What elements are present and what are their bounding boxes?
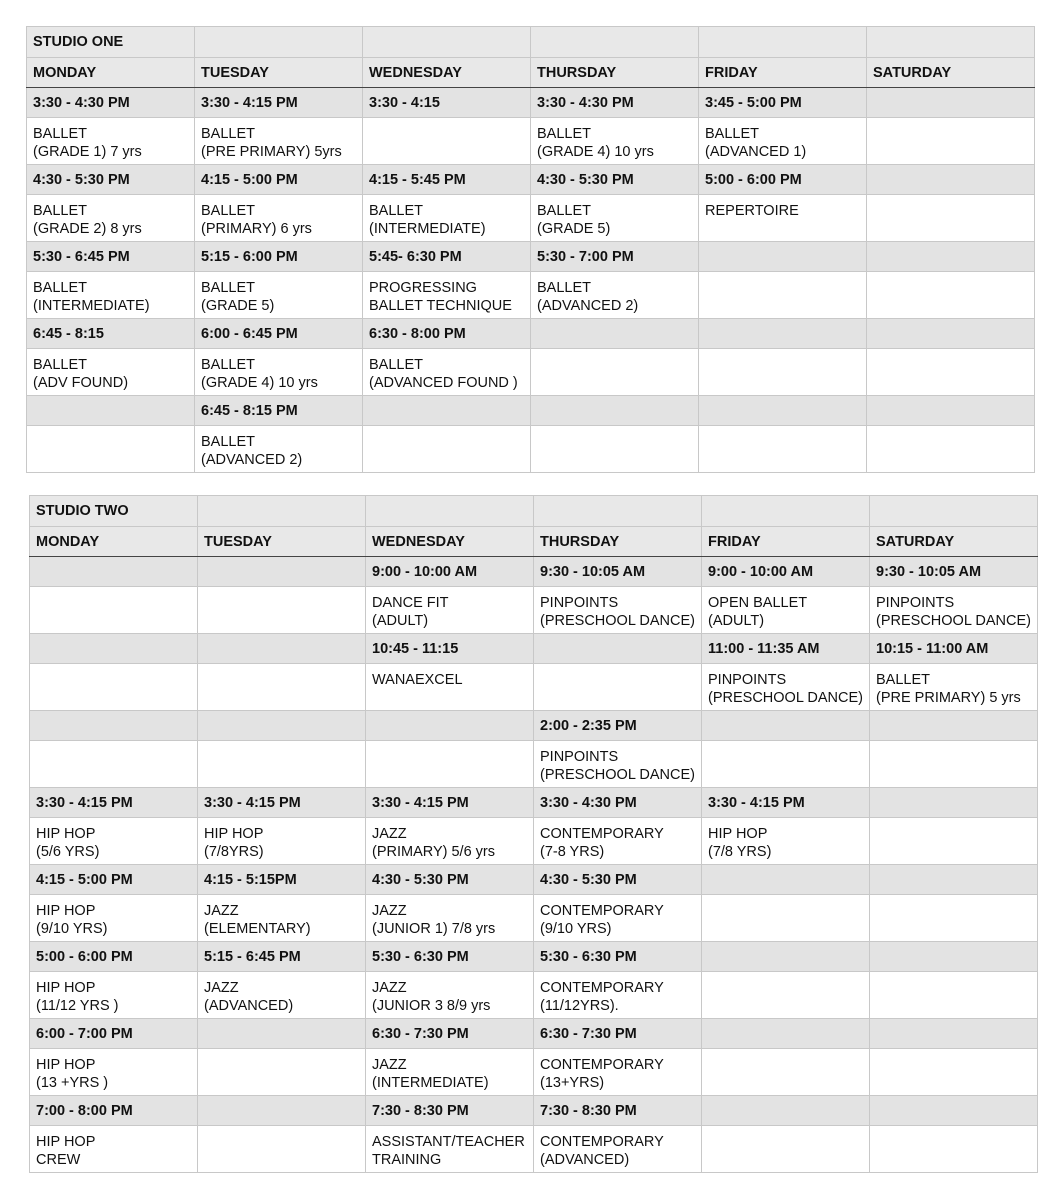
time-slot-monday: 6:45 - 8:15 <box>27 319 195 349</box>
time-slot-tuesday <box>198 557 366 587</box>
day-header-row <box>27 58 1035 88</box>
day-header-wednesday: WEDNESDAY <box>363 58 531 88</box>
class-name-friday <box>702 741 870 788</box>
time-slot-friday <box>702 1096 870 1126</box>
class-name-thursday: BALLET (GRADE 5) <box>531 195 699 242</box>
class-row <box>30 741 1038 788</box>
time-slot-tuesday: 3:30 - 4:15 PM <box>198 788 366 818</box>
time-row <box>30 788 1038 818</box>
class-name-monday: BALLET (INTERMEDIATE) <box>27 272 195 319</box>
time-slot-wednesday: 3:30 - 4:15 <box>363 88 531 118</box>
day-header-saturday: SATURDAY <box>867 58 1035 88</box>
time-slot-monday <box>30 634 198 664</box>
time-slot-saturday <box>867 88 1035 118</box>
class-name-monday: BALLET (ADV FOUND) <box>27 349 195 396</box>
time-slot-wednesday: 6:30 - 7:30 PM <box>366 1019 534 1049</box>
time-slot-wednesday <box>363 396 531 426</box>
time-slot-saturday <box>870 711 1038 741</box>
time-slot-saturday <box>870 942 1038 972</box>
class-name-wednesday <box>363 118 531 165</box>
time-slot-monday: 5:00 - 6:00 PM <box>30 942 198 972</box>
time-row <box>27 319 1035 349</box>
time-slot-tuesday <box>198 711 366 741</box>
class-name-saturday <box>870 741 1038 788</box>
class-name-monday: HIP HOP (11/12 YRS ) <box>30 972 198 1019</box>
time-slot-monday <box>27 396 195 426</box>
class-name-friday: OPEN BALLET (ADULT) <box>702 587 870 634</box>
time-slot-wednesday: 10:45 - 11:15 <box>366 634 534 664</box>
class-name-monday: BALLET (GRADE 1) 7 yrs <box>27 118 195 165</box>
time-slot-monday: 5:30 - 6:45 PM <box>27 242 195 272</box>
title-row-empty-cell <box>366 496 534 527</box>
time-slot-saturday: 10:15 - 11:00 AM <box>870 634 1038 664</box>
class-name-monday: HIP HOP (5/6 YRS) <box>30 818 198 865</box>
time-slot-wednesday: 4:30 - 5:30 PM <box>366 865 534 895</box>
time-slot-thursday: 7:30 - 8:30 PM <box>534 1096 702 1126</box>
time-slot-friday <box>699 396 867 426</box>
time-slot-saturday: 9:30 - 10:05 AM <box>870 557 1038 587</box>
time-slot-thursday: 6:30 - 7:30 PM <box>534 1019 702 1049</box>
class-name-saturday <box>870 1126 1038 1173</box>
class-name-saturday <box>867 195 1035 242</box>
class-name-tuesday: JAZZ (ADVANCED) <box>198 972 366 1019</box>
class-name-friday <box>699 349 867 396</box>
title-row-empty-cell <box>363 27 531 58</box>
time-slot-friday: 5:00 - 6:00 PM <box>699 165 867 195</box>
class-row <box>27 118 1035 165</box>
time-row <box>30 942 1038 972</box>
day-header-monday: MONDAY <box>30 527 198 557</box>
time-slot-thursday: 4:30 - 5:30 PM <box>531 165 699 195</box>
class-name-tuesday: BALLET (PRE PRIMARY) 5yrs <box>195 118 363 165</box>
time-slot-monday: 4:30 - 5:30 PM <box>27 165 195 195</box>
time-slot-thursday: 5:30 - 7:00 PM <box>531 242 699 272</box>
time-slot-tuesday: 3:30 - 4:15 PM <box>195 88 363 118</box>
time-slot-saturday <box>870 788 1038 818</box>
class-name-monday: HIP HOP (9/10 YRS) <box>30 895 198 942</box>
studio-title: STUDIO ONE <box>27 27 195 58</box>
time-slot-friday <box>702 865 870 895</box>
time-slot-friday <box>702 1019 870 1049</box>
time-row <box>27 88 1035 118</box>
time-slot-thursday: 2:00 - 2:35 PM <box>534 711 702 741</box>
title-row-empty-cell <box>534 496 702 527</box>
title-row-empty-cell <box>870 496 1038 527</box>
time-slot-monday: 3:30 - 4:15 PM <box>30 788 198 818</box>
class-name-monday: HIP HOP CREW <box>30 1126 198 1173</box>
class-name-tuesday <box>198 1049 366 1096</box>
time-slot-friday <box>702 711 870 741</box>
class-row <box>30 818 1038 865</box>
time-row <box>30 1019 1038 1049</box>
time-row <box>30 865 1038 895</box>
class-row <box>27 349 1035 396</box>
time-slot-friday <box>699 242 867 272</box>
time-slot-saturday <box>867 165 1035 195</box>
class-name-friday <box>702 972 870 1019</box>
class-name-friday: BALLET (ADVANCED 1) <box>699 118 867 165</box>
class-name-thursday <box>531 349 699 396</box>
class-name-wednesday: PROGRESSING BALLET TECHNIQUE <box>363 272 531 319</box>
class-row <box>30 664 1038 711</box>
time-slot-wednesday: 4:15 - 5:45 PM <box>363 165 531 195</box>
title-row-empty-cell <box>699 27 867 58</box>
class-name-saturday <box>867 272 1035 319</box>
class-name-saturday <box>870 1049 1038 1096</box>
time-slot-monday: 4:15 - 5:00 PM <box>30 865 198 895</box>
studio-title-row <box>30 496 1038 527</box>
time-slot-saturday <box>867 242 1035 272</box>
time-row <box>30 1096 1038 1126</box>
class-name-saturday <box>870 895 1038 942</box>
class-name-wednesday: BALLET (ADVANCED FOUND ) <box>363 349 531 396</box>
time-slot-thursday: 4:30 - 5:30 PM <box>534 865 702 895</box>
time-slot-friday <box>699 319 867 349</box>
class-name-friday: HIP HOP (7/8 YRS) <box>702 818 870 865</box>
title-row-empty-cell <box>198 496 366 527</box>
day-header-wednesday: WEDNESDAY <box>366 527 534 557</box>
time-row <box>30 711 1038 741</box>
class-name-thursday <box>531 426 699 473</box>
class-name-friday <box>702 1049 870 1096</box>
class-name-thursday: BALLET (ADVANCED 2) <box>531 272 699 319</box>
studio-one-timetable <box>26 26 1035 473</box>
time-slot-wednesday: 5:45- 6:30 PM <box>363 242 531 272</box>
class-name-tuesday: JAZZ (ELEMENTARY) <box>198 895 366 942</box>
time-slot-saturday <box>870 865 1038 895</box>
time-slot-tuesday <box>198 1096 366 1126</box>
class-row <box>30 587 1038 634</box>
class-name-thursday: CONTEMPORARY (9/10 YRS) <box>534 895 702 942</box>
day-header-thursday: THURSDAY <box>534 527 702 557</box>
time-slot-saturday <box>870 1019 1038 1049</box>
time-slot-tuesday <box>198 1019 366 1049</box>
class-name-saturday: BALLET (PRE PRIMARY) 5 yrs <box>870 664 1038 711</box>
time-row <box>27 242 1035 272</box>
class-name-wednesday: JAZZ (PRIMARY) 5/6 yrs <box>366 818 534 865</box>
class-row <box>30 1049 1038 1096</box>
title-row-empty-cell <box>867 27 1035 58</box>
time-slot-tuesday: 5:15 - 6:00 PM <box>195 242 363 272</box>
class-name-tuesday: BALLET (GRADE 4) 10 yrs <box>195 349 363 396</box>
time-row <box>30 557 1038 587</box>
class-name-saturday <box>870 972 1038 1019</box>
time-row <box>27 396 1035 426</box>
time-slot-friday: 3:30 - 4:15 PM <box>702 788 870 818</box>
time-slot-saturday <box>867 396 1035 426</box>
class-name-monday <box>27 426 195 473</box>
class-name-friday <box>699 426 867 473</box>
title-row-empty-cell <box>531 27 699 58</box>
class-name-tuesday <box>198 587 366 634</box>
class-name-thursday: BALLET (GRADE 4) 10 yrs <box>531 118 699 165</box>
time-slot-thursday: 9:30 - 10:05 AM <box>534 557 702 587</box>
class-name-monday <box>30 587 198 634</box>
class-name-wednesday <box>366 741 534 788</box>
class-name-wednesday <box>363 426 531 473</box>
class-name-thursday: PINPOINTS (PRESCHOOL DANCE) <box>534 587 702 634</box>
class-name-monday: HIP HOP (13 +YRS ) <box>30 1049 198 1096</box>
class-name-wednesday: DANCE FIT (ADULT) <box>366 587 534 634</box>
time-slot-thursday <box>531 319 699 349</box>
class-row <box>27 426 1035 473</box>
time-slot-thursday: 3:30 - 4:30 PM <box>534 788 702 818</box>
day-header-tuesday: TUESDAY <box>195 58 363 88</box>
time-slot-tuesday: 5:15 - 6:45 PM <box>198 942 366 972</box>
time-slot-monday: 7:00 - 8:00 PM <box>30 1096 198 1126</box>
time-slot-friday: 9:00 - 10:00 AM <box>702 557 870 587</box>
time-slot-friday: 11:00 - 11:35 AM <box>702 634 870 664</box>
title-row-empty-cell <box>195 27 363 58</box>
class-name-saturday <box>870 818 1038 865</box>
studio-title: STUDIO TWO <box>30 496 198 527</box>
class-name-wednesday: JAZZ (JUNIOR 1) 7/8 yrs <box>366 895 534 942</box>
title-row-empty-cell <box>702 496 870 527</box>
class-name-thursday <box>534 664 702 711</box>
day-header-saturday: SATURDAY <box>870 527 1038 557</box>
day-header-friday: FRIDAY <box>702 527 870 557</box>
day-header-row <box>30 527 1038 557</box>
time-row <box>27 165 1035 195</box>
time-slot-thursday <box>531 396 699 426</box>
class-name-tuesday: BALLET (ADVANCED 2) <box>195 426 363 473</box>
class-name-tuesday: HIP HOP (7/8YRS) <box>198 818 366 865</box>
class-row <box>27 195 1035 242</box>
class-name-thursday: PINPOINTS (PRESCHOOL DANCE) <box>534 741 702 788</box>
class-name-monday <box>30 664 198 711</box>
class-name-friday <box>702 1126 870 1173</box>
time-slot-friday <box>702 942 870 972</box>
day-header-monday: MONDAY <box>27 58 195 88</box>
time-slot-tuesday <box>198 634 366 664</box>
class-name-tuesday: BALLET (PRIMARY) 6 yrs <box>195 195 363 242</box>
class-name-wednesday: ASSISTANT/TEACHER TRAINING <box>366 1126 534 1173</box>
studio-two-timetable <box>29 495 1038 1173</box>
time-slot-monday: 3:30 - 4:30 PM <box>27 88 195 118</box>
class-name-saturday: PINPOINTS (PRESCHOOL DANCE) <box>870 587 1038 634</box>
class-row <box>27 272 1035 319</box>
time-slot-tuesday: 6:45 - 8:15 PM <box>195 396 363 426</box>
class-name-monday <box>30 741 198 788</box>
time-slot-thursday: 3:30 - 4:30 PM <box>531 88 699 118</box>
class-name-thursday: CONTEMPORARY (13+YRS) <box>534 1049 702 1096</box>
time-slot-tuesday: 4:15 - 5:00 PM <box>195 165 363 195</box>
time-slot-friday: 3:45 - 5:00 PM <box>699 88 867 118</box>
time-slot-monday <box>30 557 198 587</box>
class-row <box>30 895 1038 942</box>
class-name-tuesday: BALLET (GRADE 5) <box>195 272 363 319</box>
time-slot-monday: 6:00 - 7:00 PM <box>30 1019 198 1049</box>
class-name-tuesday <box>198 1126 366 1173</box>
class-name-friday <box>702 895 870 942</box>
class-name-tuesday <box>198 664 366 711</box>
time-slot-tuesday: 4:15 - 5:15PM <box>198 865 366 895</box>
class-name-friday: REPERTOIRE <box>699 195 867 242</box>
time-slot-wednesday: 9:00 - 10:00 AM <box>366 557 534 587</box>
class-name-tuesday <box>198 741 366 788</box>
studio-title-row <box>27 27 1035 58</box>
class-name-saturday <box>867 349 1035 396</box>
time-slot-wednesday: 7:30 - 8:30 PM <box>366 1096 534 1126</box>
class-name-wednesday: JAZZ (JUNIOR 3 8/9 yrs <box>366 972 534 1019</box>
day-header-friday: FRIDAY <box>699 58 867 88</box>
time-slot-wednesday <box>366 711 534 741</box>
class-name-thursday: CONTEMPORARY (7-8 YRS) <box>534 818 702 865</box>
time-row <box>30 634 1038 664</box>
day-header-thursday: THURSDAY <box>531 58 699 88</box>
class-name-wednesday: BALLET (INTERMEDIATE) <box>363 195 531 242</box>
class-name-monday: BALLET (GRADE 2) 8 yrs <box>27 195 195 242</box>
class-name-saturday <box>867 426 1035 473</box>
time-slot-saturday <box>867 319 1035 349</box>
time-slot-thursday <box>534 634 702 664</box>
time-slot-saturday <box>870 1096 1038 1126</box>
time-slot-wednesday: 5:30 - 6:30 PM <box>366 942 534 972</box>
class-row <box>30 1126 1038 1173</box>
class-name-wednesday: JAZZ (INTERMEDIATE) <box>366 1049 534 1096</box>
class-name-saturday <box>867 118 1035 165</box>
time-slot-wednesday: 6:30 - 8:00 PM <box>363 319 531 349</box>
day-header-tuesday: TUESDAY <box>198 527 366 557</box>
class-name-thursday: CONTEMPORARY (ADVANCED) <box>534 1126 702 1173</box>
time-slot-tuesday: 6:00 - 6:45 PM <box>195 319 363 349</box>
class-name-friday <box>699 272 867 319</box>
class-name-thursday: CONTEMPORARY (11/12YRS). <box>534 972 702 1019</box>
class-name-friday: PINPOINTS (PRESCHOOL DANCE) <box>702 664 870 711</box>
time-slot-wednesday: 3:30 - 4:15 PM <box>366 788 534 818</box>
time-slot-thursday: 5:30 - 6:30 PM <box>534 942 702 972</box>
class-row <box>30 972 1038 1019</box>
time-slot-monday <box>30 711 198 741</box>
class-name-wednesday: WANAEXCEL <box>366 664 534 711</box>
